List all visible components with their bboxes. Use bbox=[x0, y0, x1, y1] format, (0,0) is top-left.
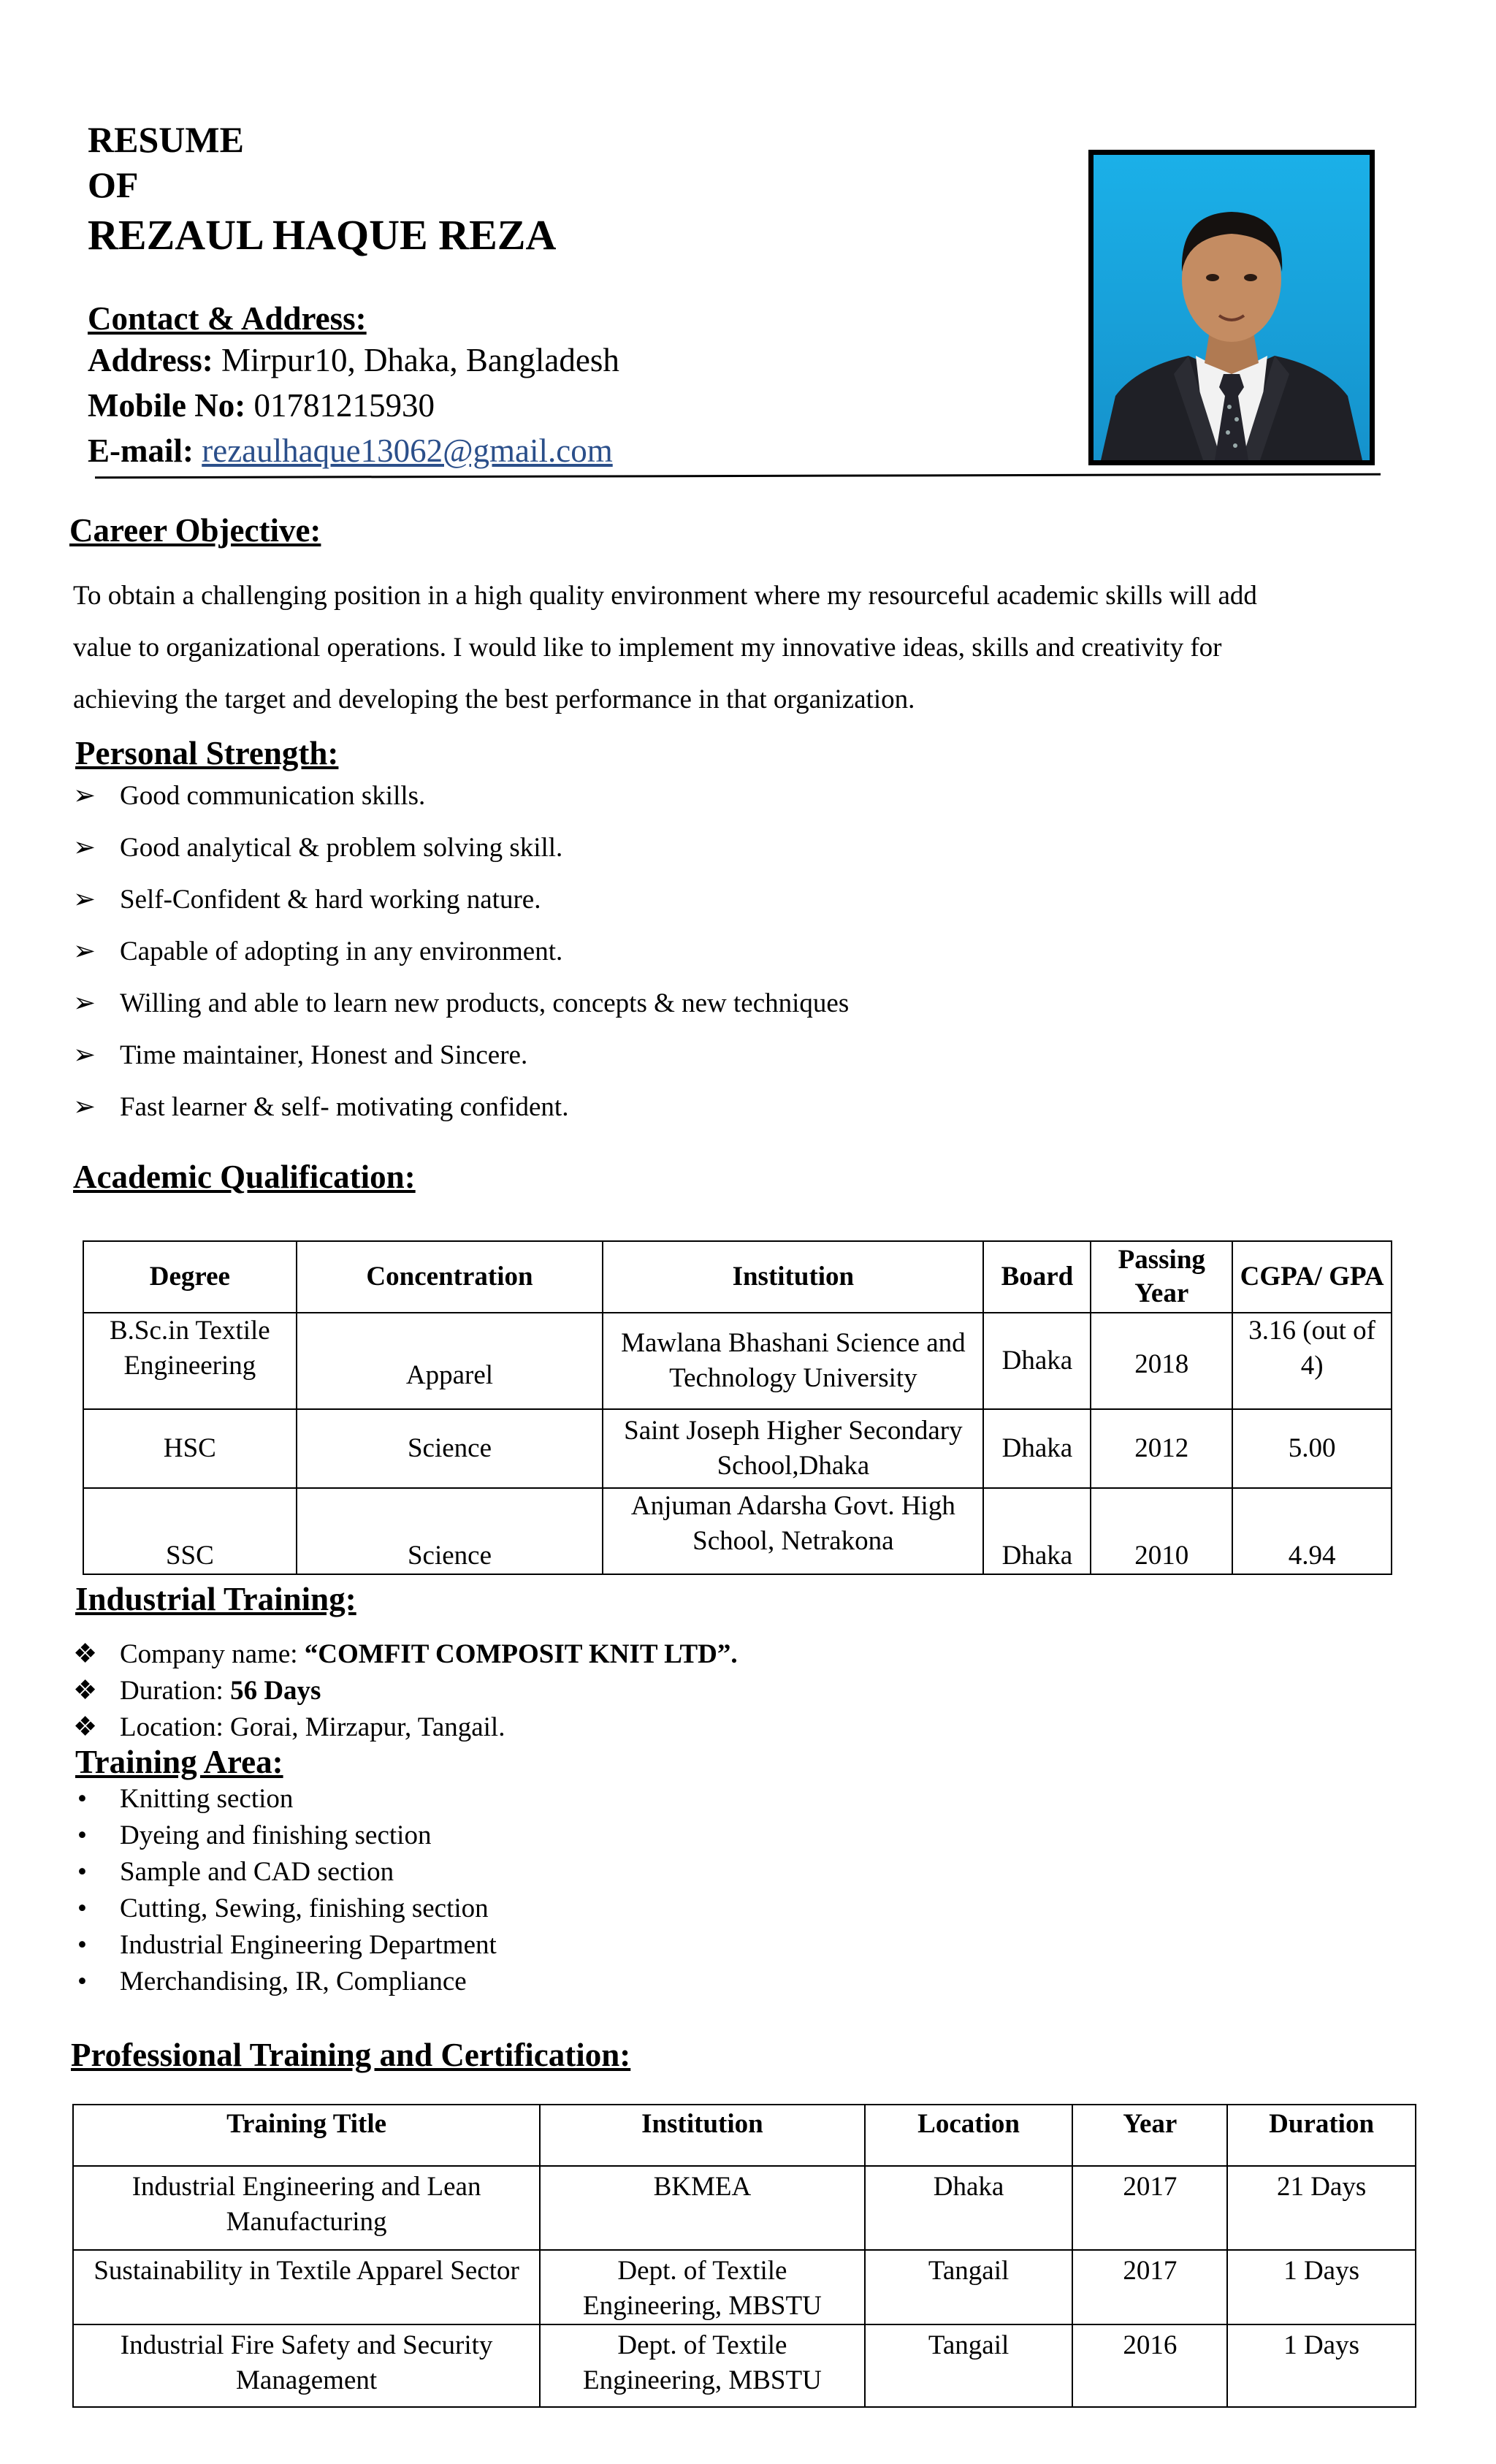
table-cell: Mawlana Bhashani Science and Technology University bbox=[603, 1313, 983, 1409]
table-cell: Industrial Fire Safety and Security Management bbox=[73, 2324, 540, 2407]
table-cell: 2010 bbox=[1091, 1488, 1232, 1574]
table-cell: 2017 bbox=[1072, 2166, 1227, 2250]
table-cell: SSC bbox=[83, 1488, 297, 1574]
table-cell: Dhaka bbox=[983, 1313, 1091, 1409]
training-area-heading: Training Area: bbox=[75, 1744, 283, 1780]
column-header: Training Title bbox=[73, 2105, 540, 2166]
bullet-dot-icon: • bbox=[77, 1893, 87, 1923]
arrow-bullet-icon: ➢ bbox=[73, 833, 96, 863]
table-cell: 1 Days bbox=[1227, 2250, 1416, 2324]
list-item: ➢ Self-Confident & hard working nature. bbox=[73, 874, 849, 926]
duration-value: 56 Days bbox=[230, 1676, 321, 1706]
diamond-bullet-icon: ❖ bbox=[73, 1676, 98, 1706]
industrial-training-heading: Industrial Training: bbox=[75, 1581, 356, 1617]
industrial-training-list bbox=[73, 1636, 738, 1746]
table-row bbox=[73, 2250, 1416, 2324]
table-cell: Saint Joseph Higher Secondary School,Dhaka bbox=[603, 1409, 983, 1488]
email-link[interactable]: rezaulhaque13062@gmail.com bbox=[202, 432, 613, 469]
column-header: Year bbox=[1072, 2105, 1227, 2166]
resume-title: RESUME bbox=[88, 119, 244, 160]
career-line: value to organizational operations. I would like to implement my innovative ideas, skills and creativity for bbox=[73, 633, 1222, 663]
column-header: Institution bbox=[603, 1241, 983, 1313]
academic-heading: Academic Qualification: bbox=[73, 1159, 416, 1195]
table-cell: Science bbox=[297, 1488, 603, 1574]
table-cell: 2017 bbox=[1072, 2250, 1227, 2324]
table-cell: 5.00 bbox=[1232, 1409, 1392, 1488]
list-item: • Dyeing and finishing section bbox=[73, 1818, 497, 1854]
career-line: achieving the target and developing the best performance in that organization. bbox=[73, 684, 915, 714]
bullet-dot-icon: • bbox=[77, 1784, 87, 1814]
strength-list bbox=[73, 770, 849, 1133]
table-cell: Dhaka bbox=[983, 1488, 1091, 1574]
list-item: • Industrial Engineering Department bbox=[73, 1927, 497, 1964]
list-item: • Cutting, Sewing, finishing section bbox=[73, 1891, 497, 1927]
table-row bbox=[83, 1409, 1392, 1488]
professional-heading: Professional Training and Certification: bbox=[71, 2037, 631, 2073]
arrow-bullet-icon: ➢ bbox=[73, 781, 96, 811]
list-item: ➢ Willing and able to learn new products, concepts & new techniques bbox=[73, 977, 849, 1029]
header-divider bbox=[95, 473, 1381, 479]
table-cell: 2016 bbox=[1072, 2324, 1227, 2407]
address-label: Address: bbox=[88, 342, 213, 378]
table-cell: Tangail bbox=[865, 2324, 1073, 2407]
bullet-dot-icon: • bbox=[77, 1820, 87, 1850]
career-paragraph bbox=[73, 570, 1410, 725]
diamond-bullet-icon: ❖ bbox=[73, 1639, 98, 1669]
address-line bbox=[88, 337, 619, 383]
list-item: ➢ Capable of adopting in any environment. bbox=[73, 926, 849, 977]
academic-table bbox=[83, 1240, 1392, 1575]
arrow-bullet-icon: ➢ bbox=[73, 1092, 96, 1122]
resume-of: OF bbox=[88, 164, 139, 205]
email-line bbox=[88, 428, 613, 473]
mobile-line bbox=[88, 383, 435, 428]
column-header: CGPA/ GPA bbox=[1232, 1241, 1392, 1313]
list-item: • Knitting section bbox=[73, 1781, 497, 1818]
table-cell: 2012 bbox=[1091, 1409, 1232, 1488]
list-item: ❖ Company name: “COMFIT COMPOSIT KNIT LTD”. bbox=[73, 1636, 738, 1673]
table-cell: B.Sc.in Textile Engineering bbox=[83, 1313, 297, 1409]
arrow-bullet-icon: ➢ bbox=[73, 885, 96, 915]
profile-photo bbox=[1088, 150, 1375, 465]
table-cell: Dhaka bbox=[865, 2166, 1073, 2250]
professional-table bbox=[72, 2104, 1416, 2408]
table-cell: Sustainability in Textile Apparel Sector bbox=[73, 2250, 540, 2324]
table-row bbox=[83, 1488, 1392, 1574]
table-cell: Dhaka bbox=[983, 1409, 1091, 1488]
table-cell: 1 Days bbox=[1227, 2324, 1416, 2407]
table-cell: 4.94 bbox=[1232, 1488, 1392, 1574]
list-item: ➢ Good analytical & problem solving skill. bbox=[73, 822, 849, 874]
list-item: ➢ Fast learner & self- motivating confident. bbox=[73, 1081, 849, 1133]
bullet-dot-icon: • bbox=[77, 1857, 87, 1887]
training-area-list bbox=[73, 1781, 497, 2000]
column-header: Location bbox=[865, 2105, 1073, 2166]
diamond-bullet-icon: ❖ bbox=[73, 1712, 98, 1742]
table-cell: Dept. of Textile Engineering, MBSTU bbox=[540, 2250, 865, 2324]
list-item: ❖ Duration: 56 Days bbox=[73, 1673, 738, 1709]
candidate-name: REZAUL HAQUE REZA bbox=[88, 211, 557, 259]
mobile-label: Mobile No: bbox=[88, 387, 246, 424]
table-row bbox=[73, 2324, 1416, 2407]
career-heading: Career Objective: bbox=[69, 512, 321, 549]
career-line: To obtain a challenging position in a high quality environment where my resourceful academic skills will add bbox=[73, 581, 1257, 611]
column-header: Degree bbox=[83, 1241, 297, 1313]
list-item: • Merchandising, IR, Compliance bbox=[73, 1964, 497, 2000]
list-item: ➢ Good communication skills. bbox=[73, 770, 849, 822]
address-value: Mirpur10, Dhaka, Bangladesh bbox=[221, 342, 619, 378]
list-item: ➢ Time maintainer, Honest and Sincere. bbox=[73, 1029, 849, 1081]
column-header: Passing Year bbox=[1091, 1241, 1232, 1313]
table-cell: Anjuman Adarsha Govt. High School, Netrakona bbox=[603, 1488, 983, 1574]
company-name: “COMFIT COMPOSIT KNIT LTD”. bbox=[304, 1639, 738, 1669]
list-item: ❖ Location: Gorai, Mirzapur, Tangail. bbox=[73, 1709, 738, 1746]
table-cell: Tangail bbox=[865, 2250, 1073, 2324]
bullet-dot-icon: • bbox=[77, 1967, 87, 1996]
table-cell: Industrial Engineering and Lean Manufacturing bbox=[73, 2166, 540, 2250]
table-cell: 3.16 (out of 4) bbox=[1232, 1313, 1392, 1409]
column-header: Duration bbox=[1227, 2105, 1416, 2166]
mobile-value: 01781215930 bbox=[253, 387, 435, 424]
table-header-row bbox=[73, 2105, 1416, 2166]
table-cell: Science bbox=[297, 1409, 603, 1488]
arrow-bullet-icon: ➢ bbox=[73, 937, 96, 966]
table-cell: 21 Days bbox=[1227, 2166, 1416, 2250]
table-row bbox=[83, 1313, 1392, 1409]
person-portrait-icon bbox=[1094, 155, 1370, 460]
list-item: • Sample and CAD section bbox=[73, 1854, 497, 1891]
table-header-row bbox=[83, 1241, 1392, 1313]
arrow-bullet-icon: ➢ bbox=[73, 988, 96, 1018]
table-cell: Apparel bbox=[297, 1313, 603, 1409]
strength-heading: Personal Strength: bbox=[75, 735, 339, 771]
table-row bbox=[73, 2166, 1416, 2250]
column-header: Institution bbox=[540, 2105, 865, 2166]
table-cell: HSC bbox=[83, 1409, 297, 1488]
arrow-bullet-icon: ➢ bbox=[73, 1040, 96, 1070]
column-header: Board bbox=[983, 1241, 1091, 1313]
contact-heading: Contact & Address: bbox=[88, 300, 367, 337]
table-cell: 2018 bbox=[1091, 1313, 1232, 1409]
bullet-dot-icon: • bbox=[77, 1930, 87, 1960]
column-header: Concentration bbox=[297, 1241, 603, 1313]
email-label: E-mail: bbox=[88, 432, 194, 469]
table-cell: BKMEA bbox=[540, 2166, 865, 2250]
table-cell: Dept. of Textile Engineering, MBSTU bbox=[540, 2324, 865, 2407]
